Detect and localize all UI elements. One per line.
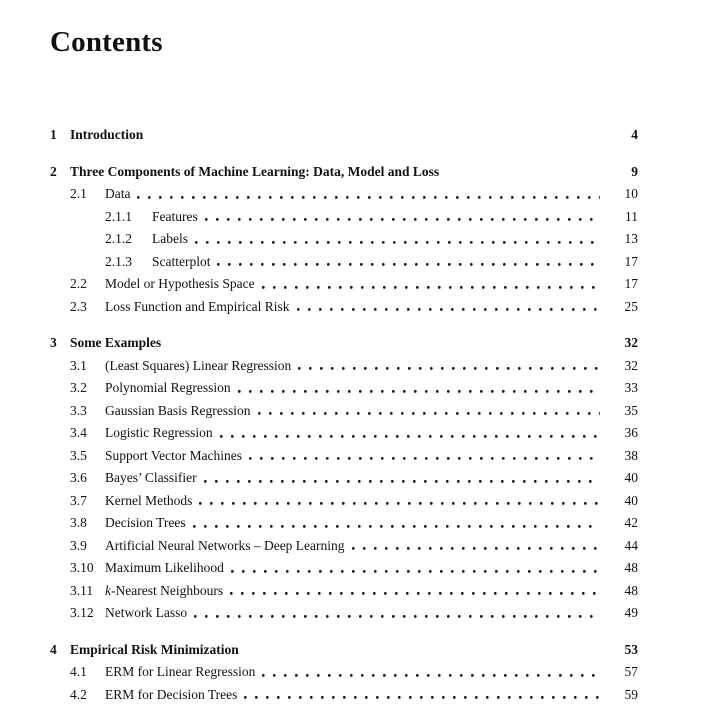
dot-leader bbox=[166, 332, 600, 355]
toc-entry-page: 53 bbox=[624, 641, 638, 657]
toc-entry-3.9[interactable] bbox=[50, 535, 638, 558]
toc-entry-3.2[interactable] bbox=[50, 377, 638, 400]
toc-entry-number: 2.1.2 bbox=[105, 231, 132, 246]
toc-entry-2.2[interactable] bbox=[50, 273, 638, 296]
toc-entry-page: 13 bbox=[624, 231, 638, 246]
toc-entry-number: 2.1.1 bbox=[105, 208, 132, 224]
toc-entry-number: 1 bbox=[50, 127, 57, 142]
toc-entry-number: 2.1 bbox=[70, 186, 87, 201]
toc-entry-page: 32 bbox=[624, 335, 638, 350]
toc-entry-number: 2.1.3 bbox=[105, 253, 132, 269]
toc-entry-2.1.3[interactable] bbox=[50, 251, 638, 274]
toc-entry-3.3[interactable] bbox=[50, 400, 638, 423]
toc-entry-number: 3.2 bbox=[70, 380, 87, 395]
dot-leader bbox=[197, 490, 600, 513]
document-page bbox=[50, 24, 638, 706]
toc-entry-title: Polynomial Regression bbox=[105, 380, 231, 395]
toc-entry-number: 3.6 bbox=[70, 470, 87, 485]
contents-title: Contents bbox=[50, 26, 163, 58]
toc-entry-title: ERM for Linear Regression bbox=[105, 664, 256, 679]
toc-entry-page: 40 bbox=[624, 470, 638, 485]
dot-leader bbox=[191, 512, 600, 535]
toc-entry-page: 33 bbox=[624, 380, 638, 395]
toc-entry-2.1.1[interactable] bbox=[50, 206, 638, 229]
toc-entry-number: 3.1 bbox=[70, 357, 87, 373]
toc-entry-number: 3.7 bbox=[70, 492, 87, 508]
toc-entry-page: 10 bbox=[624, 186, 638, 201]
toc-entry-number: 3.11 bbox=[70, 582, 94, 598]
dot-leader bbox=[218, 422, 600, 445]
toc-entry-number: 3.4 bbox=[70, 425, 87, 440]
toc-entry-page: 11 bbox=[625, 208, 638, 224]
toc-entry-title: (Least Squares) Linear Regression bbox=[105, 357, 292, 373]
toc-entry-number: 4 bbox=[50, 641, 57, 657]
toc-entry-page: 4 bbox=[631, 127, 638, 142]
toc-entry-page: 59 bbox=[624, 686, 638, 702]
toc-entry-4[interactable] bbox=[50, 639, 638, 662]
toc-entry-page: 9 bbox=[631, 163, 638, 179]
toc-entry-page: 44 bbox=[624, 537, 638, 553]
dot-leader bbox=[350, 535, 600, 558]
toc-entry-3.8[interactable] bbox=[50, 512, 638, 535]
toc-entry-3[interactable] bbox=[50, 332, 638, 355]
toc-entry-2.1[interactable] bbox=[50, 183, 638, 206]
toc-entry-page: 25 bbox=[624, 298, 638, 314]
dot-leader bbox=[193, 228, 600, 251]
toc-entry-page: 40 bbox=[624, 492, 638, 508]
toc-entry-3.4[interactable] bbox=[50, 422, 638, 445]
toc-entry-title: Empirical Risk Minimization bbox=[70, 641, 239, 657]
toc-entry-title: Some Examples bbox=[70, 335, 162, 350]
toc-entry-page: 48 bbox=[624, 560, 638, 575]
dot-leader bbox=[228, 580, 600, 603]
toc-entry-4.2[interactable] bbox=[50, 684, 638, 707]
dot-leader bbox=[242, 684, 600, 707]
toc-entry-3.11[interactable] bbox=[50, 580, 638, 603]
dot-leader bbox=[260, 273, 600, 296]
toc-entry-title: Introduction bbox=[70, 127, 144, 142]
toc-entry-number: 3.10 bbox=[70, 560, 94, 575]
toc-entry-title: Labels bbox=[152, 231, 188, 246]
dot-leader bbox=[247, 445, 600, 468]
toc-entry-title: Model or Hypothesis Space bbox=[105, 276, 255, 291]
toc-entry-page: 35 bbox=[624, 402, 638, 418]
toc-entry-page: 42 bbox=[624, 515, 638, 530]
toc-entry-number: 3.9 bbox=[70, 537, 87, 553]
dot-leader bbox=[244, 639, 600, 662]
toc-entry-3.6[interactable] bbox=[50, 467, 638, 490]
toc-entry-1[interactable] bbox=[50, 124, 638, 147]
toc-entry-3.7[interactable] bbox=[50, 490, 638, 513]
toc-entry-page: 32 bbox=[624, 357, 638, 373]
toc-entry-title: Features bbox=[152, 208, 198, 224]
toc-entry-page: 48 bbox=[624, 582, 638, 598]
toc-entry-title: Support Vector Machines bbox=[105, 447, 242, 463]
toc-entry-3.10[interactable] bbox=[50, 557, 638, 580]
toc-entry-number: 3 bbox=[50, 335, 57, 350]
dot-leader bbox=[192, 602, 600, 625]
toc-entry-number: 3.3 bbox=[70, 402, 87, 418]
toc-entry-title: Decision Trees bbox=[105, 515, 186, 530]
toc-entry-4.1[interactable] bbox=[50, 661, 638, 684]
dot-leader bbox=[260, 661, 600, 684]
dot-leader bbox=[236, 377, 600, 400]
toc-entry-3.12[interactable] bbox=[50, 602, 638, 625]
toc-entry-title: k-Nearest Neighbours bbox=[105, 582, 224, 598]
toc-entry-title: ERM for Decision Trees bbox=[105, 686, 238, 702]
toc-entry-2[interactable] bbox=[50, 161, 638, 184]
dot-leader bbox=[295, 296, 601, 319]
table-of-contents bbox=[50, 124, 638, 706]
toc-entry-number: 4.1 bbox=[70, 664, 87, 679]
toc-entry-page: 38 bbox=[624, 447, 638, 463]
dot-leader bbox=[135, 183, 600, 206]
dot-leader bbox=[444, 161, 600, 184]
toc-entry-title: Maximum Likelihood bbox=[105, 560, 224, 575]
toc-entry-3.1[interactable] bbox=[50, 355, 638, 378]
toc-entry-title: Scatterplot bbox=[152, 253, 211, 269]
dot-leader bbox=[256, 400, 601, 423]
toc-entry-title: Logistic Regression bbox=[105, 425, 213, 440]
toc-entry-page: 49 bbox=[624, 605, 638, 620]
toc-entry-page: 17 bbox=[624, 253, 638, 269]
toc-entry-number: 2.3 bbox=[70, 298, 87, 314]
toc-entry-number: 2.2 bbox=[70, 276, 87, 291]
dot-leader bbox=[203, 206, 600, 229]
toc-entry-title: Three Components of Machine Learning: Data, Model and Loss bbox=[70, 163, 440, 179]
toc-entry-number: 3.5 bbox=[70, 447, 87, 463]
toc-entry-page: 17 bbox=[624, 276, 638, 291]
toc-entry-title: Kernel Methods bbox=[105, 492, 193, 508]
dot-leader bbox=[296, 355, 600, 378]
toc-entry-number: 2 bbox=[50, 163, 57, 179]
toc-entry-number: 3.8 bbox=[70, 515, 87, 530]
toc-entry-page: 36 bbox=[624, 425, 638, 440]
toc-entry-title: Artificial Neural Networks – Deep Learning bbox=[105, 537, 345, 553]
toc-entry-title: Gaussian Basis Regression bbox=[105, 402, 251, 418]
toc-entry-number: 4.2 bbox=[70, 686, 87, 702]
toc-entry-number: 3.12 bbox=[70, 605, 94, 620]
toc-entry-title: Loss Function and Empirical Risk bbox=[105, 298, 290, 314]
toc-entry-page: 57 bbox=[624, 664, 638, 679]
toc-entry-3.5[interactable] bbox=[50, 445, 638, 468]
toc-entry-title: Bayes’ Classifier bbox=[105, 470, 197, 485]
dot-leader bbox=[148, 124, 600, 147]
toc-entry-title: Network Lasso bbox=[105, 605, 188, 620]
toc-entry-title: Data bbox=[105, 186, 131, 201]
dot-leader bbox=[215, 251, 600, 274]
toc-entry-2.1.2[interactable] bbox=[50, 228, 638, 251]
dot-leader bbox=[202, 467, 600, 490]
toc-entry-2.3[interactable] bbox=[50, 296, 638, 319]
dot-leader bbox=[229, 557, 600, 580]
